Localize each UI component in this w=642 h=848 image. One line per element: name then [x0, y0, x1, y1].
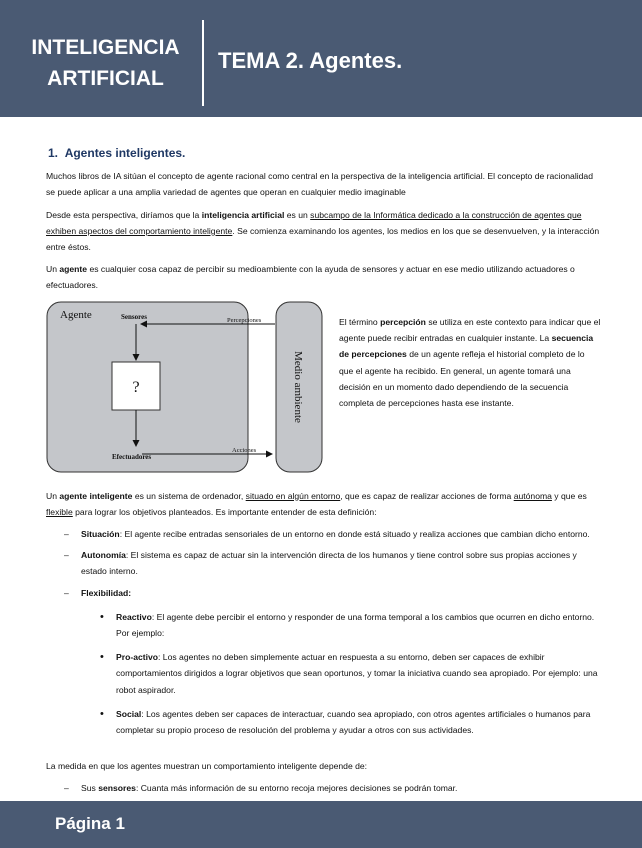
p4-text-g: y que es	[551, 490, 587, 501]
section-title: Agentes inteligentes.	[64, 146, 186, 160]
list-item	[46, 609, 601, 641]
figure-row	[46, 300, 601, 480]
list-item	[46, 526, 601, 542]
list-item	[46, 780, 601, 796]
item-text: :	[128, 587, 132, 598]
sensors-label: Sensores	[121, 312, 147, 321]
item-text: : Los agentes deben ser capaces de interactuar, cuando sea apropiado, con otros agentes artificiales o humanos para completar su propio proceso de resolución del problema y ayudar a otros con sus actividades.	[116, 708, 591, 736]
p4-situado: situado en algún entorno	[245, 490, 341, 501]
p4-text-e: , que es capaz de realizar acciones de forma	[340, 490, 514, 501]
dash-marker: –	[64, 550, 69, 561]
environment-label: Medio ambiente	[292, 350, 304, 423]
paragraph-3	[46, 261, 601, 293]
fig-text-a: El término	[339, 316, 381, 327]
item-text: : Cuanta más información de su entorno recoja mejores decisiones se podrán tomar.	[135, 783, 458, 794]
list-item	[46, 547, 601, 579]
list-item	[46, 706, 601, 738]
paragraph-2	[46, 207, 601, 256]
p4-text-c: es un sistema de ordenador,	[132, 490, 246, 501]
p2-text-a: Desde esta perspectiva, diríamos que la	[46, 209, 202, 220]
item-prefix: Sus	[81, 783, 99, 794]
topic-title: TEMA 2. Agentes.	[218, 48, 403, 73]
page-footer	[0, 801, 642, 848]
fig-text-c: se utiliza en este contexto para indicar que el agente puede recibir entradas en cualquier instante. La	[339, 316, 601, 343]
item-term: Autonomía	[81, 550, 126, 561]
list-item	[46, 585, 601, 601]
percepts-label: Percepciones	[227, 316, 262, 324]
subject-title	[18, 32, 193, 94]
p3-text-a: Un	[46, 264, 60, 275]
p4-text-i: para lograr los objetivos planteados. Es importante entender de esta definición:	[72, 506, 377, 517]
dash-marker: –	[64, 529, 69, 540]
header-divider	[202, 20, 204, 106]
dash-marker: –	[64, 783, 69, 794]
p4-term-agente-inteligente: agente inteligente	[59, 490, 133, 501]
dash-marker: –	[64, 587, 69, 598]
p2-definition: subcampo de la Informática dedicado a la construcción de agentes que exhiben aspectos del comportamiento inteligente	[46, 209, 582, 236]
agent-environment-diagram	[46, 300, 328, 480]
page-number: Página 1	[55, 814, 125, 833]
fig-term-secuencia: secuencia de percepciones	[339, 332, 594, 360]
fig-term-percepcion: percepción	[380, 316, 426, 327]
question-mark: ?	[132, 378, 140, 396]
item-text: : El agente recibe entradas sensoriales de un entorno en donde está situado y realiza acciones que cambian dicho entorno.	[119, 529, 590, 540]
item-text: : El sistema es capaz de actuar sin la intervención directa de los humanos y tiene control sobre sus propias acciones y estado interno.	[81, 550, 577, 577]
p2-text-e: . Se comienza examinando los agentes, los medios en los que se desenvuelven, y la interacción entre éstos.	[46, 225, 600, 253]
subject-line-1: INTELIGENCIA	[31, 36, 180, 59]
paragraph-4	[46, 488, 601, 520]
item-text: : Los agentes no deben simplemente actuar en respuesta a su entorno, deben ser capaces de exhibir comportamientos dirigidos a lograr objetivos que sean oportunos, y tomar la iniciativa cuando sea apropiado. Por ejemplo: una robot aspirador.	[116, 652, 598, 695]
subject-line-2: ARTIFICIAL	[47, 67, 164, 90]
item-term: Reactivo	[116, 611, 152, 622]
p2-text-c: es un	[284, 209, 311, 220]
item-term: sensores	[98, 783, 136, 794]
item-term: Situación	[81, 529, 120, 540]
list-item	[46, 649, 601, 698]
item-term: Pro-activo	[116, 652, 159, 663]
p3-term-agent: agente	[59, 264, 88, 275]
page-header	[0, 0, 642, 117]
bullet-marker: •	[100, 651, 104, 664]
section-number: 1.	[48, 146, 59, 160]
item-term: Social	[116, 708, 142, 719]
paragraph-1: Muchos libros de IA sitúan el concepto de agente racional como central en la perspectiva de la inteligencia artificial. El concepto de racionalidad se puede aplicar a una amplia variedad de agentes que operan en cualquier medio imaginable	[46, 171, 593, 198]
fig-text-e: de un agente refleja el historial completo de lo que el agente ha recibido. En general, un agente tomará una decisión en un momento dado dependiendo de la secuencia completa de percepciones hasta ese instante.	[339, 349, 585, 409]
actions-label: Acciones	[232, 446, 257, 454]
paragraph-5: La medida en que los agentes muestran un comportamiento inteligente depende de:	[46, 761, 368, 772]
document-body	[46, 140, 601, 802]
p4-autonoma: autónoma	[513, 490, 552, 501]
item-term: Flexibilidad	[81, 587, 129, 598]
p2-term-ai: inteligencia artificial	[201, 209, 285, 220]
bullet-marker: •	[100, 707, 104, 720]
section-heading	[48, 145, 601, 161]
p4-text-a: Un	[46, 490, 60, 501]
effectors-label: Efectuadores	[112, 452, 152, 461]
p3-text-c: es cualquier cosa capaz de percibir su medioambiente con la ayuda de sensores y actuar en ese medio utilizando actuadores o efectuadores.	[46, 264, 575, 291]
agent-label: Agente	[60, 308, 92, 321]
item-text: : El agente debe percibir el entorno y responder de una forma temporal a los cambios que ocurren en dicho entorno. Por ejemplo:	[116, 611, 595, 639]
p4-flexible: flexible	[46, 506, 73, 517]
bullet-marker: •	[100, 610, 104, 623]
figure-description	[339, 314, 601, 412]
